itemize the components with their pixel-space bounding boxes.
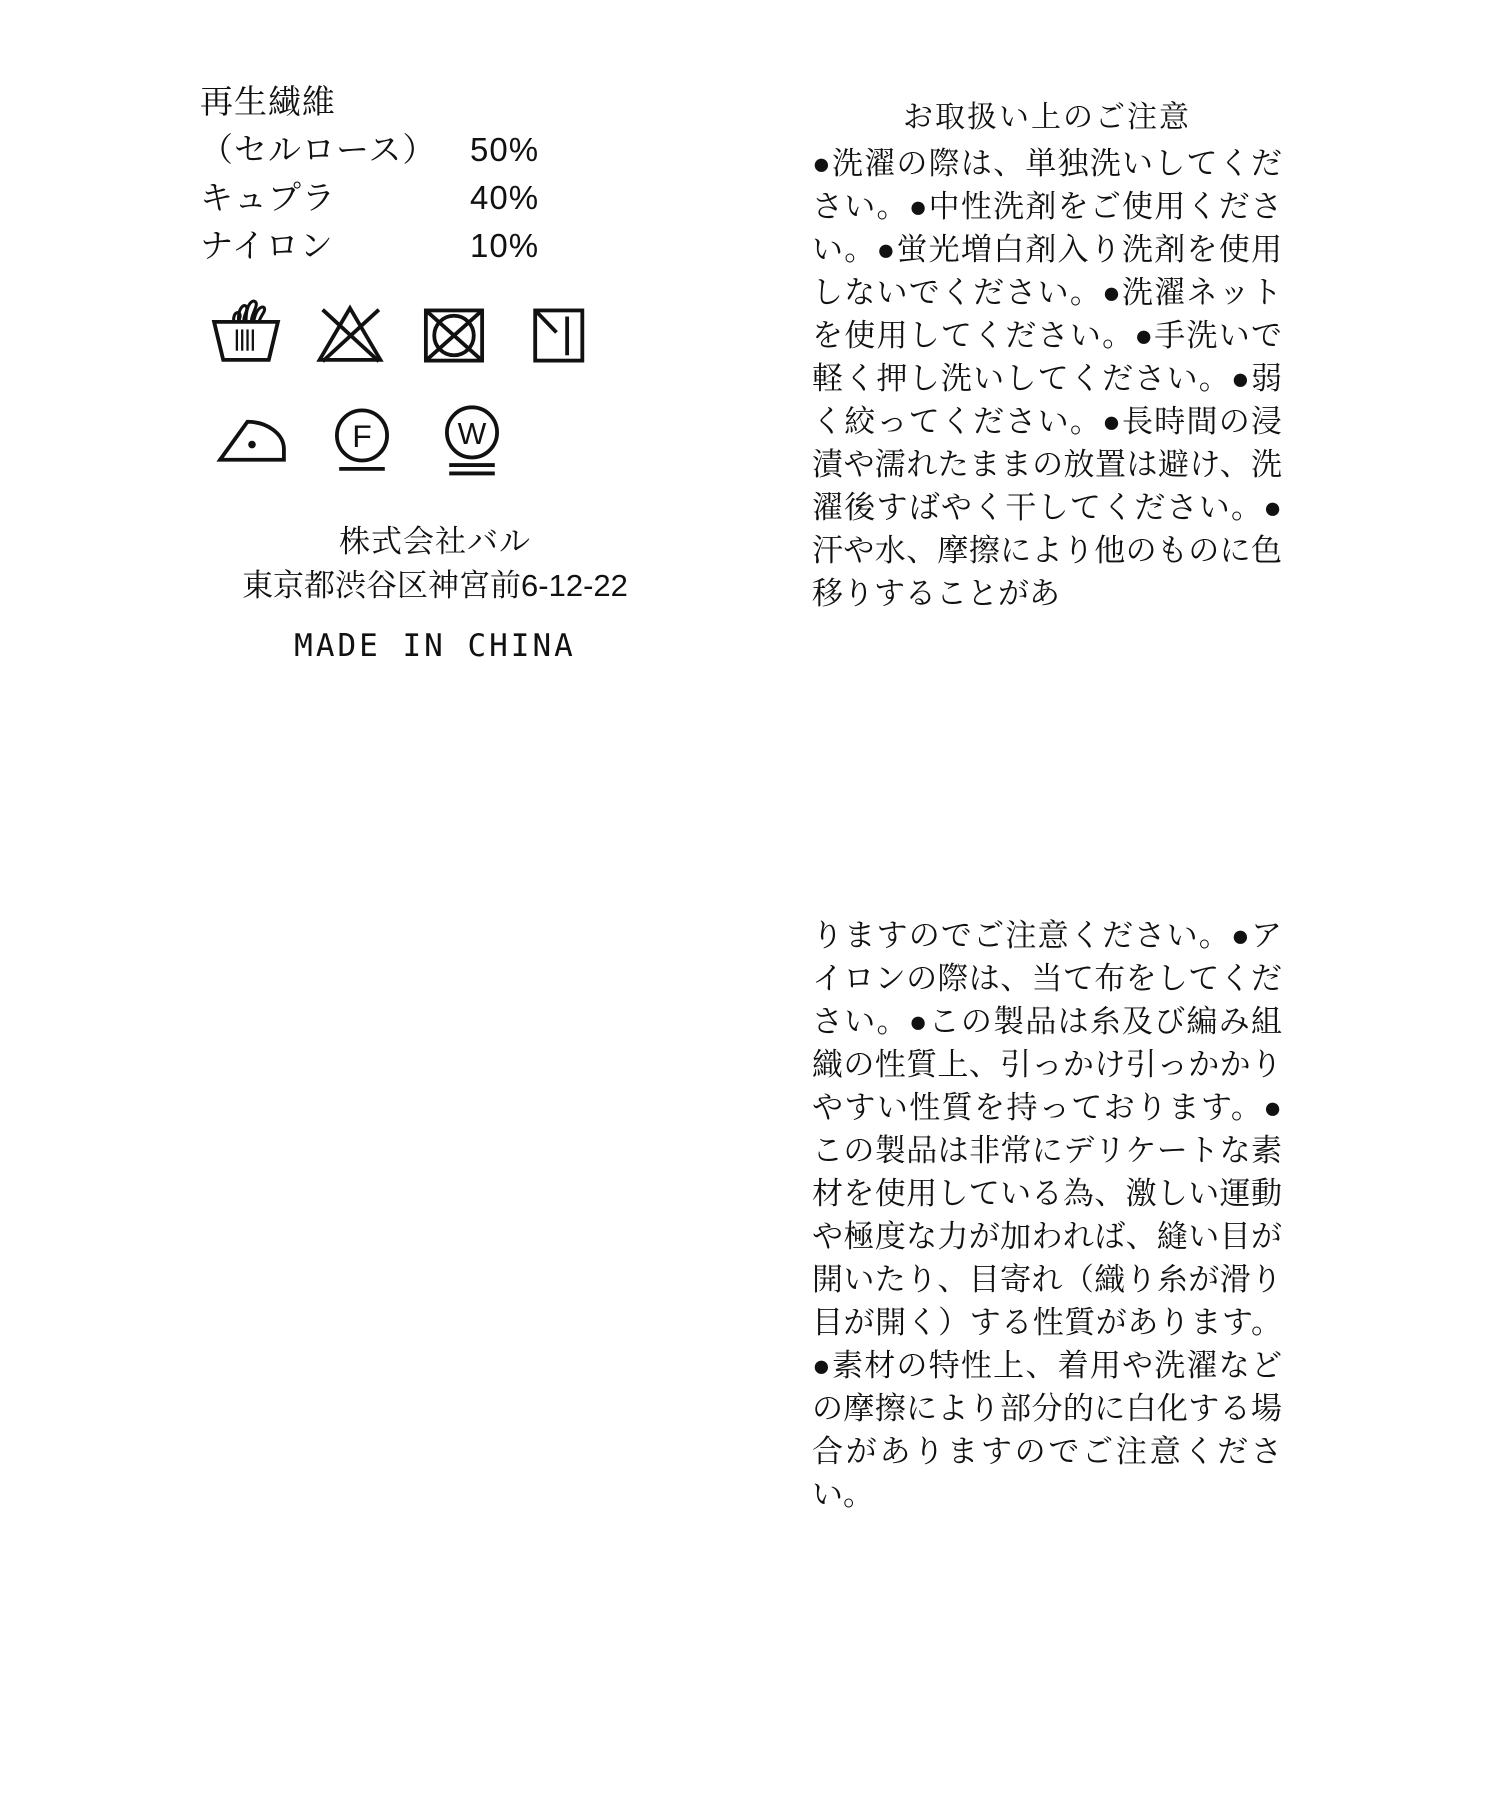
fiber-percent: 10% (470, 227, 540, 264)
svg-text:F: F (352, 417, 372, 454)
company-name: 株式会社バル (339, 524, 531, 559)
do-not-bleach-symbol (312, 296, 388, 372)
company-address: 東京都渋谷区神宮前6-12-22 (242, 568, 628, 603)
fiber-percent: 40% (470, 179, 540, 216)
fiber-and-symbols-panel (200, 78, 700, 668)
fiber-row (200, 222, 700, 270)
country-of-origin: MADE IN CHINA (294, 628, 576, 664)
dry-clean-f-symbol (324, 402, 400, 478)
drip-dry-in-shade-symbol (520, 296, 596, 372)
fiber-row (200, 174, 700, 222)
care-notes-text-1: ●洗濯の際は、単独洗いしてください。●中性洗剤をご使用ください。●蛍光増白剤入り洗剤を使用しないでください。●洗濯ネットを使用してください。●手洗いで軽く押し洗いしてください。●弱く絞ってください。●長時間の浸漬や濡れたままの放置は避け、洗濯後すばやく干してください。●汗や水、摩擦により他のものに色移りすることがあ (812, 146, 1282, 611)
svg-text:W: W (457, 416, 487, 451)
wet-clean-w-symbol (434, 402, 510, 478)
care-symbol-row-2 (214, 402, 700, 478)
care-notes-column-2 (812, 914, 1282, 1516)
care-symbol-row-1 (208, 296, 700, 372)
fiber-name: （セルロース） (200, 131, 437, 168)
fiber-name: キュプラ (200, 179, 336, 216)
iron-low-symbol (214, 402, 290, 478)
company-block (200, 520, 670, 668)
fiber-composition-table (200, 78, 700, 270)
do-not-tumble-dry-symbol (416, 296, 492, 372)
care-notes-column-1 (812, 98, 1282, 615)
fiber-row (200, 126, 700, 174)
fiber-name: ナイロン (200, 227, 334, 264)
fiber-heading: 再生繊維 (200, 83, 336, 120)
care-notes-text-2: りますのでご注意ください。●アイロンの際は、当て布をしてください。●この製品は糸及び編み組織の性質上、引っかけ引っかかりやすい性質を持っております。●この製品は非常にデリケートな素材を使用している為、激しい運動や極度な力が加われば、縫い目が開いたり、目寄れ（織り糸が滑り目が開く）する性質があります。●素材の特性上、着用や洗濯などの摩擦により部分的に白化する場合がありますのでご注意ください。 (812, 918, 1282, 1512)
hand-wash-symbol (208, 296, 284, 372)
fiber-percent: 50% (470, 131, 540, 168)
care-notes-title: お取扱い上のご注意 (903, 101, 1191, 134)
